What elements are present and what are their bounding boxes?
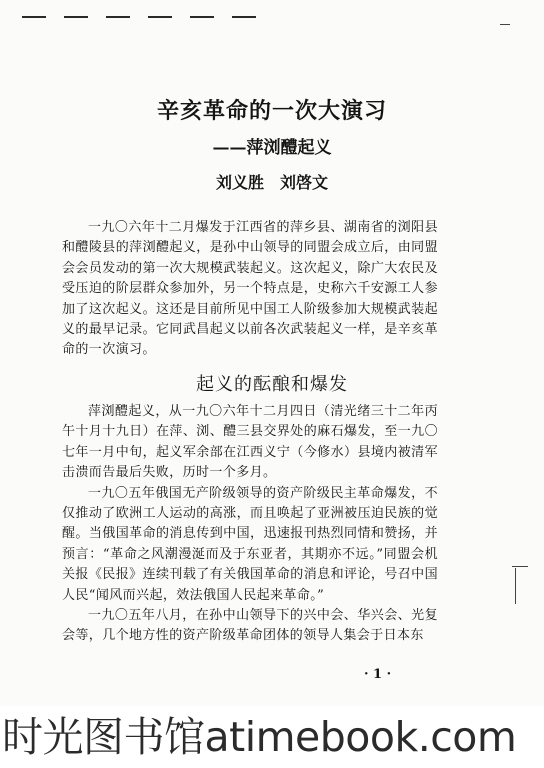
rule-dash — [232, 16, 256, 18]
main-text-section — [62, 402, 438, 647]
intro-paragraph: 一九〇六年十二月爆发于江西省的萍乡县、湖南省的浏阳县和醴陵县的萍浏醴起义，是孙中山领导的同盟会成立后，由同盟会会员发动的第一次大规模武装起义。这次起义，除广大农民及受压迫的阶层群众参加外，另一个特点是，史称六千安源工人参加了这次起义。这还是目前所见中国工人阶级参加大规模武装起义的最早记录。它同武昌起义以前各次武装起义一样，是辛亥革命的一次演习。 — [62, 220, 438, 358]
section-heading: 起义的酝酿和爆发 — [196, 374, 348, 395]
top-dashed-rule — [22, 16, 256, 18]
article-title: 辛亥革命的一次大演习 — [156, 98, 387, 124]
rule-dash — [190, 16, 214, 18]
corner-mark — [500, 24, 510, 25]
article-authors: 刘义胜 刘啓文 — [215, 173, 328, 192]
body-paragraph: 一九〇五年八月，在孙中山领导下的兴中会、华兴会、光复会等，几个地方性的资产阶级革命团体的领导人集会于日本东 — [62, 608, 438, 644]
rule-dash — [148, 16, 172, 18]
intro-section — [62, 218, 438, 361]
rule-dash — [22, 16, 46, 18]
margin-tick-mark — [515, 568, 516, 604]
watermark-banner: 时光图书馆atimebook.com — [0, 706, 544, 768]
body-paragraph: 萍浏醴起义，从一九〇六年十二月四日（清光绪三十二年丙午十月十九日）在萍、浏、醴三县交界处的麻石爆发，至一九〇七年一月中旬，起义军余部在江西义宁（今修水）县境内被清军击溃而告最后失败，历时一个多月。 — [62, 404, 438, 481]
rule-dash — [106, 16, 130, 18]
rule-dash — [64, 16, 88, 18]
body-paragraph: 一九〇五年俄国无产阶级领导的资产阶级民主革命爆发，不仅推动了欧洲工人运动的高涨，而且唤起了亚洲被压迫民族的觉醒。当俄国革命的消息传到中国，迅速报刊热烈同情和赞扬，并预言：“革命之风潮漫涎而及于东亚者，其期亦不远。”同盟会机关报《民报》连续刊载了有关俄国革命的消息和评论，号召中国人民“闻风而兴起，效法俄国人民起来革命。” — [62, 485, 438, 603]
margin-tick-mark — [512, 566, 528, 567]
article-subtitle: ——萍浏醴起义 — [212, 138, 332, 158]
page-number: · 1 · — [364, 667, 392, 682]
